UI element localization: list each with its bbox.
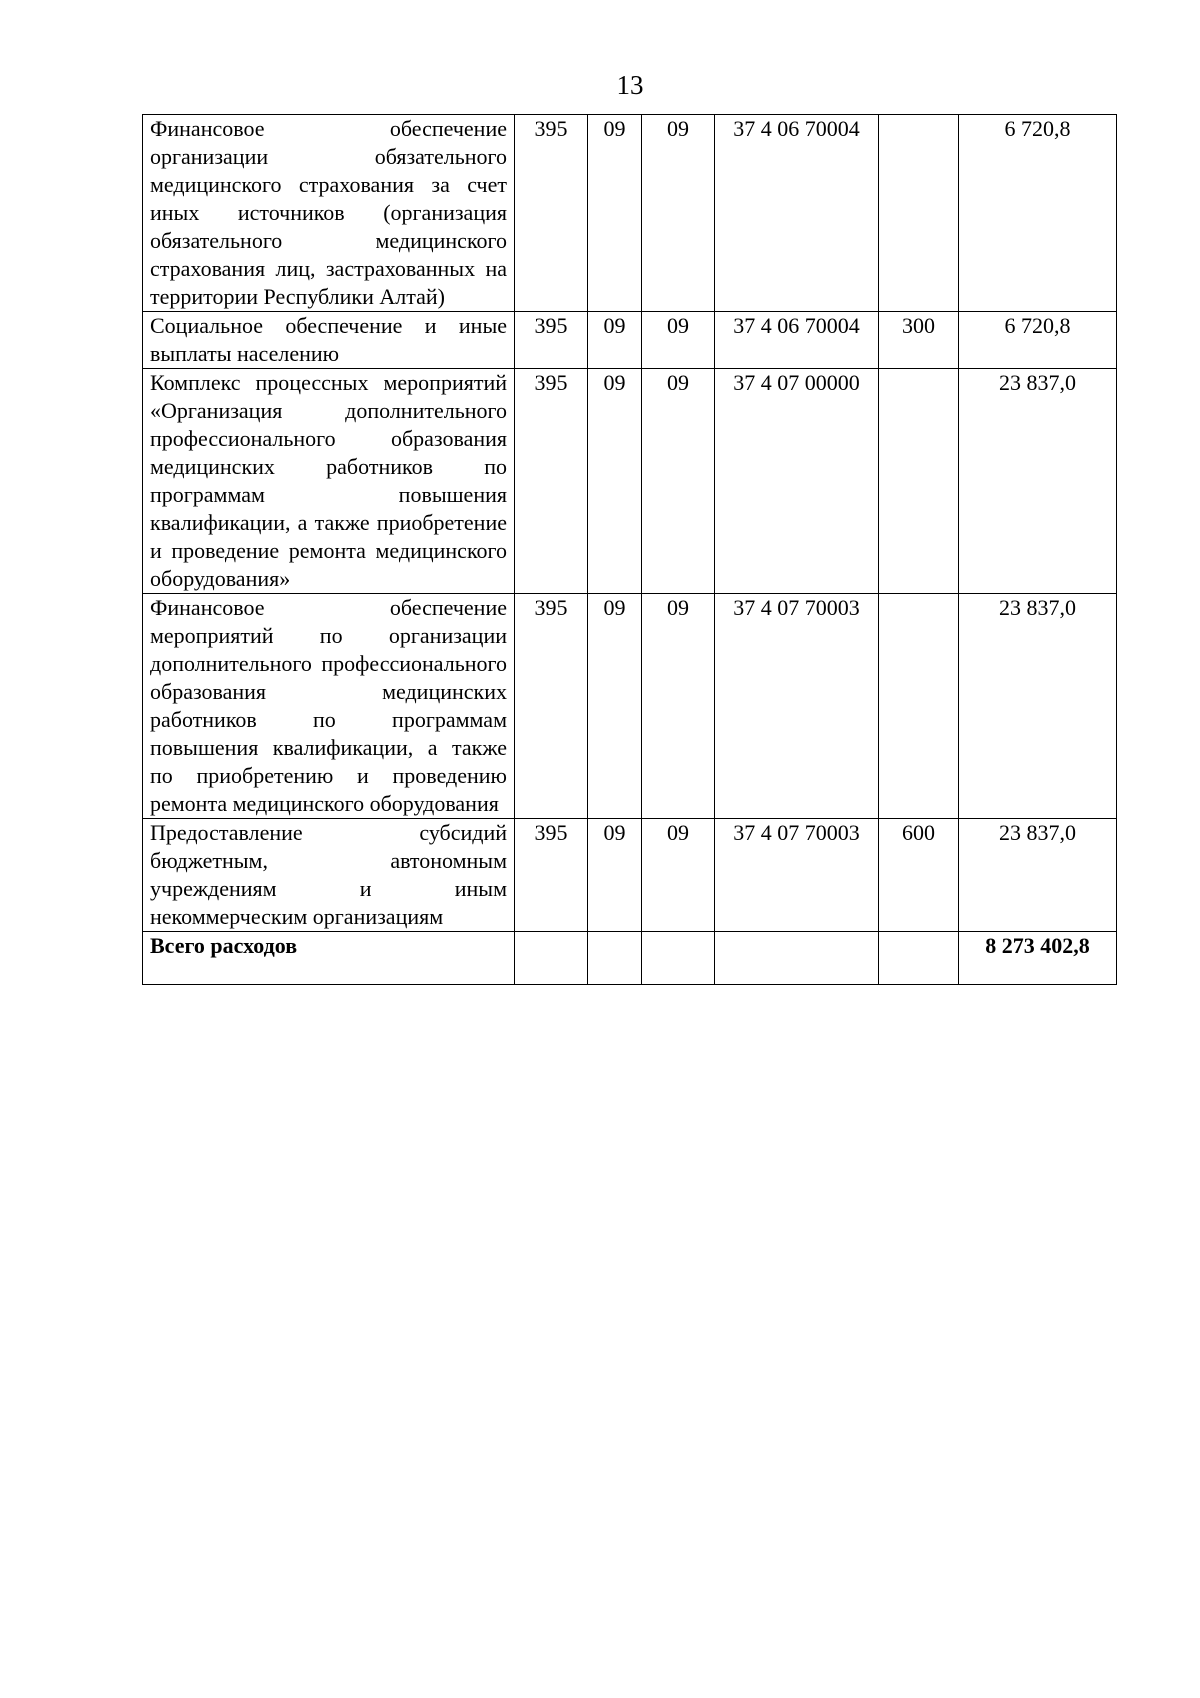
table-row [143,819,1117,932]
row-sum: 6 720,8 [959,312,1117,369]
total-label: Всего расходов [143,932,515,985]
target-article-code: 37 4 07 70003 [715,594,879,819]
target-article-code: 37 4 06 70004 [715,312,879,369]
table-row [143,369,1117,594]
section-code: 09 [588,115,642,312]
table-row [143,594,1117,819]
total-row [143,932,1117,985]
empty-cell [642,932,715,985]
ministry-code: 395 [515,819,588,932]
section-code: 09 [588,312,642,369]
section-code: 09 [588,369,642,594]
row-sum: 23 837,0 [959,369,1117,594]
budget-table [142,114,1117,985]
ministry-code: 395 [515,312,588,369]
subsection-code: 09 [642,594,715,819]
total-sum: 8 273 402,8 [959,932,1117,985]
empty-cell [588,932,642,985]
expense-type-code [879,594,959,819]
empty-cell [879,932,959,985]
table-row [143,312,1117,369]
row-name: Финансовое обеспечение организации обязательного медицинского страхования за счет иных источников (организация обязательного медицинского страхования лиц, застрахованных на территории Республики Алтай) [143,115,515,312]
section-code: 09 [588,594,642,819]
subsection-code: 09 [642,312,715,369]
target-article-code: 37 4 07 00000 [715,369,879,594]
section-code: 09 [588,819,642,932]
expense-type-code: 300 [879,312,959,369]
row-sum: 23 837,0 [959,594,1117,819]
target-article-code: 37 4 06 70004 [715,115,879,312]
expense-type-code [879,115,959,312]
ministry-code: 395 [515,115,588,312]
row-name: Социальное обеспечение и иные выплаты населению [143,312,515,369]
row-sum: 23 837,0 [959,819,1117,932]
empty-cell [715,932,879,985]
row-name: Комплекс процессных мероприятий «Организация дополнительного профессионального образования медицинских работников по программам повышения квалификации, а также приобретение и проведение ремонта медицинского оборудования» [143,369,515,594]
ministry-code: 395 [515,594,588,819]
subsection-code: 09 [642,369,715,594]
page-number: 13 [616,70,644,100]
row-sum: 6 720,8 [959,115,1117,312]
subsection-code: 09 [642,115,715,312]
ministry-code: 395 [515,369,588,594]
table-row [143,115,1117,312]
expense-type-code: 600 [879,819,959,932]
subsection-code: 09 [642,819,715,932]
target-article-code: 37 4 07 70003 [715,819,879,932]
empty-cell [515,932,588,985]
expense-type-code [879,369,959,594]
row-name: Финансовое обеспечение мероприятий по организации дополнительного профессионального образования медицинских работников по программам повышения квалификации, а также по приобретению и проведению ремонта медицинского оборудования [143,594,515,819]
row-name: Предоставление субсидий бюджетным, автономным учреждениям и иным некоммерческим организациям [143,819,515,932]
